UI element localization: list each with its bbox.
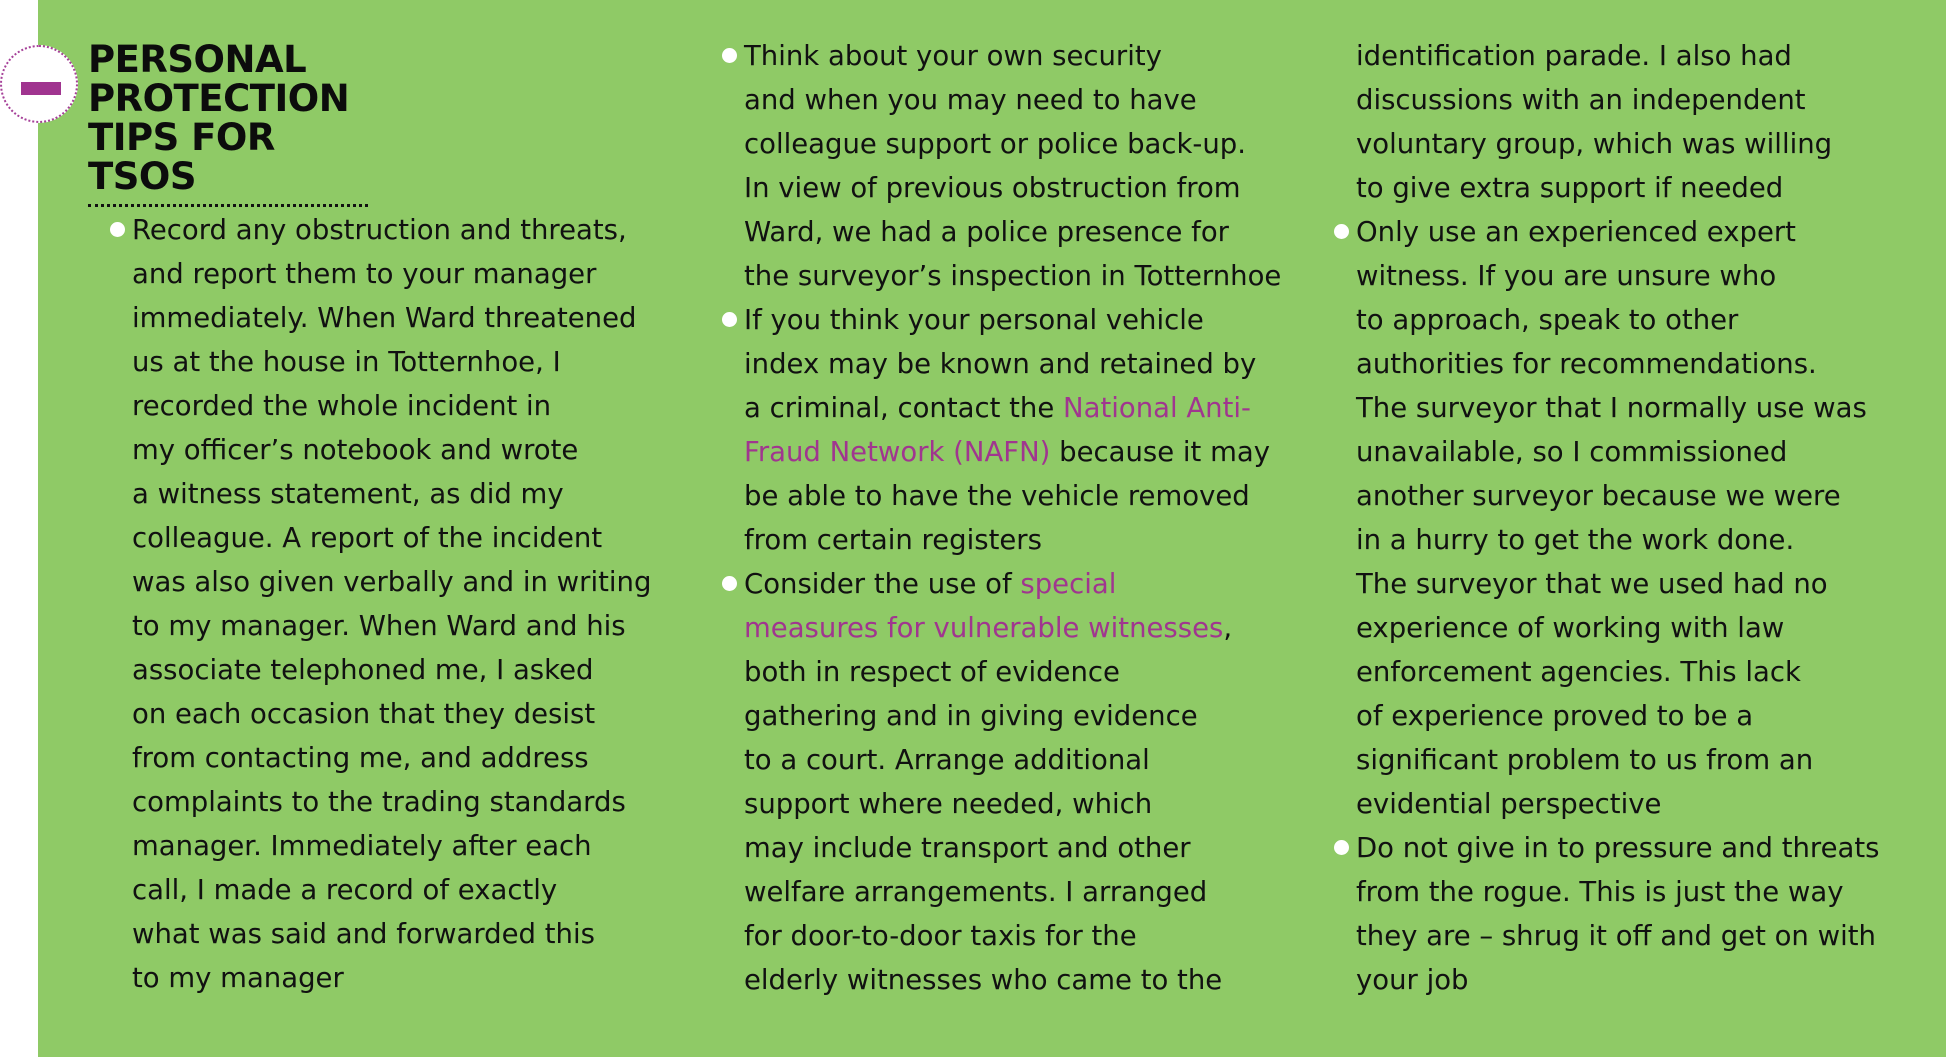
- text-line: to approach, speak to other: [1356, 304, 1739, 336]
- nafn-link-continued[interactable]: Fraud Network (NAFN): [744, 436, 1051, 468]
- text-line: manager. Immediately after each: [132, 830, 592, 862]
- text-run: because it may: [1050, 436, 1270, 468]
- text-line: gathering and in giving evidence: [744, 700, 1198, 732]
- text-line: evidential perspective: [1356, 788, 1662, 820]
- text-line: on each occasion that they desist: [132, 698, 596, 730]
- column-3: [1334, 34, 1894, 1002]
- text-run: a criminal, contact the: [744, 392, 1064, 424]
- text-line: to my manager: [132, 962, 344, 994]
- tip-record-obstruction: [110, 208, 660, 1000]
- text-line: The surveyor that we used had no: [1356, 568, 1828, 600]
- text-line: enforcement agencies. This lack: [1356, 656, 1801, 688]
- special-measures-link-continued[interactable]: measures for vulnerable witnesses: [744, 612, 1224, 644]
- text-line: voluntary group, which was willing: [1356, 128, 1833, 160]
- text-line: Think about your own security: [744, 40, 1162, 72]
- text-line: from certain registers: [744, 524, 1042, 556]
- text-line: The surveyor that I normally use was: [1356, 392, 1867, 424]
- tip-special-measures: [722, 562, 1282, 1002]
- bullet-dot-icon: [722, 312, 737, 327]
- text-line: immediately. When Ward threatened: [132, 302, 637, 334]
- text-run: Consider the use of: [744, 568, 1021, 600]
- text-line: In view of previous obstruction from: [744, 172, 1241, 204]
- text-line: Only use an experienced expert: [1356, 216, 1796, 248]
- text-line: experience of working with law: [1356, 612, 1785, 644]
- text-line: us at the house in Totternhoe, I: [132, 346, 561, 378]
- section-heading: [88, 40, 368, 207]
- column-2: [722, 34, 1282, 1002]
- minus-icon: [21, 82, 61, 95]
- collapse-badge[interactable]: [0, 45, 78, 123]
- text-line: [744, 562, 1282, 606]
- text-line: may include transport and other: [744, 832, 1191, 864]
- text-line: my officer’s notebook and wrote: [132, 434, 579, 466]
- bullet-dot-icon: [1334, 224, 1349, 239]
- nafn-link[interactable]: National Anti-: [1063, 392, 1251, 424]
- heading-line-3: TIPS FOR TSOS: [88, 116, 275, 198]
- tip-own-security: [722, 34, 1282, 298]
- text-line: and report them to your manager: [132, 258, 597, 290]
- text-line: colleague. A report of the incident: [132, 522, 603, 554]
- text-line: [744, 606, 1282, 650]
- tip-special-measures-continued: [1334, 34, 1894, 210]
- text-line: witness. If you are unsure who: [1356, 260, 1777, 292]
- text-line: authorities for recommendations.: [1356, 348, 1817, 380]
- text-line: for door-to-door taxis for the: [744, 920, 1137, 952]
- text-line: Do not give in to pressure and threats: [1356, 832, 1880, 864]
- text-line: of experience proved to be a: [1356, 700, 1754, 732]
- text-line: elderly witnesses who came to the: [744, 964, 1223, 996]
- text-line: another surveyor because we were: [1356, 480, 1841, 512]
- special-measures-link[interactable]: special: [1020, 568, 1117, 600]
- text-line: identification parade. I also had: [1356, 40, 1792, 72]
- text-line: support where needed, which: [744, 788, 1153, 820]
- text-line: your job: [1356, 964, 1469, 996]
- heading-line-1: PERSONAL: [88, 38, 307, 81]
- tip-expert-witness: [1334, 210, 1894, 826]
- text-line: from contacting me, and address: [132, 742, 589, 774]
- bullet-dot-icon: [110, 222, 125, 237]
- text-line: [744, 386, 1282, 430]
- tip-vehicle-index: [722, 298, 1282, 562]
- heading-line-2: PROTECTION: [88, 77, 350, 120]
- text-line: from the rogue. This is just the way: [1356, 876, 1844, 908]
- text-line: recorded the whole incident in: [132, 390, 552, 422]
- text-line: call, I made a record of exactly: [132, 874, 558, 906]
- text-line: the surveyor’s inspection in Totternhoe: [744, 260, 1282, 292]
- text-line: unavailable, so I commissioned: [1356, 436, 1788, 468]
- text-line: welfare arrangements. I arranged: [744, 876, 1208, 908]
- text-line: be able to have the vehicle removed: [744, 480, 1250, 512]
- bullet-dot-icon: [722, 576, 737, 591]
- text-run: ,: [1223, 612, 1233, 644]
- bullet-dot-icon: [1334, 840, 1349, 855]
- text-line: discussions with an independent: [1356, 84, 1806, 116]
- text-line: to a court. Arrange additional: [744, 744, 1150, 776]
- column-1: [110, 208, 660, 1000]
- text-line: index may be known and retained by: [744, 348, 1257, 380]
- text-line: Ward, we had a police presence for: [744, 216, 1229, 248]
- bullet-dot-icon: [722, 48, 737, 63]
- text-line: to give extra support if needed: [1356, 172, 1784, 204]
- text-line: [744, 430, 1282, 474]
- text-line: associate telephoned me, I asked: [132, 654, 594, 686]
- text-line: was also given verbally and in writing: [132, 566, 652, 598]
- text-line: a witness statement, as did my: [132, 478, 564, 510]
- tip-pressure-threats: [1334, 826, 1894, 1002]
- text-line: in a hurry to get the work done.: [1356, 524, 1795, 556]
- text-line: If you think your personal vehicle: [744, 304, 1204, 336]
- text-line: complaints to the trading standards: [132, 786, 626, 818]
- text-line: what was said and forwarded this: [132, 918, 595, 950]
- text-line: Record any obstruction and threats,: [132, 214, 627, 246]
- text-line: both in respect of evidence: [744, 656, 1120, 688]
- text-line: they are – shrug it off and get on with: [1356, 920, 1876, 952]
- text-line: and when you may need to have: [744, 84, 1197, 116]
- text-line: significant problem to us from an: [1356, 744, 1814, 776]
- text-line: to my manager. When Ward and his: [132, 610, 626, 642]
- text-line: colleague support or police back-up.: [744, 128, 1246, 160]
